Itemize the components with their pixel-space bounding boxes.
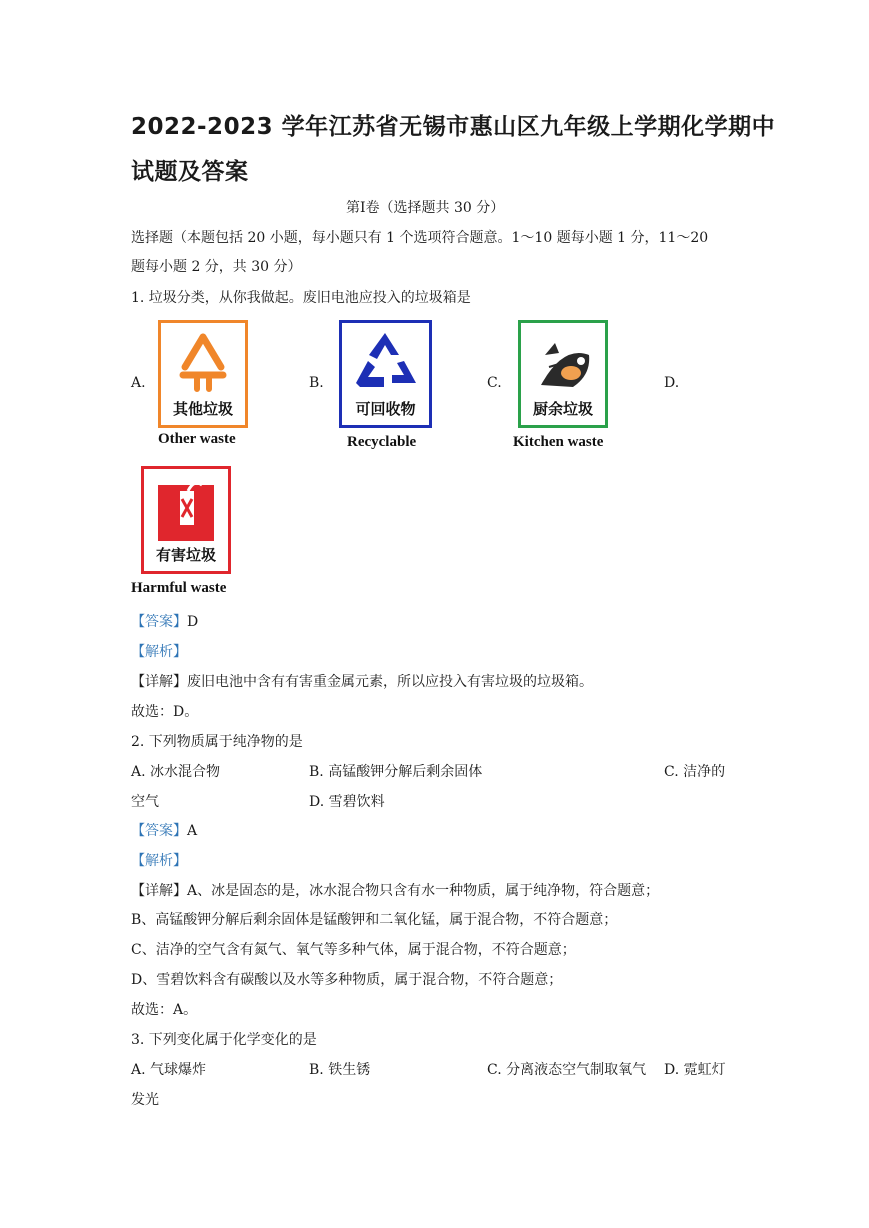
q2-option-b: B. 高锰酸钾分解后剩余固体 (309, 764, 483, 780)
q1-option-d-letter: D. (664, 375, 680, 391)
q2-option-a: A. 冰水混合物 (131, 764, 221, 780)
kitchen-waste-symbol-icon (521, 325, 605, 401)
other-waste-caption: Other waste (158, 431, 236, 447)
q1-conclusion: 故选：D。 (131, 704, 199, 720)
q2-detail-d: D、雪碧饮料含有碳酸以及水等多种物质，属于混合物，不符合题意； (131, 972, 563, 988)
q2-option-c: C. 洁净的 (664, 764, 726, 780)
q1-option-c-letter: C. (487, 375, 502, 391)
q2-detail-c: C、洁净的空气含有氮气、氧气等多种气体，属于混合物，不符合题意； (131, 942, 576, 958)
q1-detail-tag: 【详解】 (131, 674, 187, 690)
q1-option-a-letter: A. (131, 375, 146, 391)
q1-answer-value: D (187, 614, 199, 630)
q3-option-a: A. 气球爆炸 (131, 1062, 207, 1078)
intro-line-1: 选择题（本题包括 20 小题，每小题只有 1 个选项符合题意。1～10 题每小题 1 分，11～20 (131, 230, 709, 246)
q2-answer-tag: 【答案】 (131, 823, 187, 839)
intro-line-2: 题每小题 2 分，共 30 分） (131, 259, 302, 275)
q2-analysis-tag: 【解析】 (131, 853, 187, 869)
q1-answer-tag: 【答案】 (131, 614, 187, 630)
q2-option-c-continued: 空气 (131, 794, 159, 810)
kitchen-waste-bin-label: 厨余垃圾 (532, 400, 593, 418)
q1-answer (131, 611, 198, 631)
harmful-waste-bin-icon (141, 466, 231, 574)
kitchen-waste-bin-icon (518, 320, 608, 428)
other-waste-symbol-icon (161, 327, 245, 397)
q2-conclusion: 故选：A。 (131, 1002, 198, 1018)
recyclable-caption: Recyclable (347, 434, 417, 450)
other-waste-bin-label: 其他垃圾 (172, 400, 233, 418)
q1-analysis-tag: 【解析】 (131, 644, 187, 660)
q2-detail-a (131, 880, 659, 900)
q3-option-d-continued: 发光 (131, 1092, 159, 1108)
q2-detail-b: B、高锰酸钾分解后剩余固体是锰酸钾和二氧化锰，属于混合物，不符合题意； (131, 912, 618, 928)
q2-detail-a-text: A、冰是固态的是，冰水混合物只含有水一种物质，属于纯净物，符合题意； (187, 883, 660, 899)
q2-detail-tag: 【详解】 (131, 883, 187, 899)
document-title-line2: 试题及答案 (131, 159, 249, 185)
q2-stem: 2. 下列物质属于纯净物的是 (131, 734, 303, 750)
harmful-waste-symbol-icon (144, 469, 228, 545)
q1-detail (131, 671, 593, 691)
recycle-symbol-icon (342, 325, 429, 399)
recyclable-bin-icon (339, 320, 432, 428)
q3-stem: 3. 下列变化属于化学变化的是 (131, 1032, 317, 1048)
kitchen-waste-caption: Kitchen waste (513, 434, 604, 450)
q1-option-b-letter: B. (309, 375, 324, 391)
harmful-waste-bin-label: 有害垃圾 (155, 546, 216, 564)
other-waste-bin-icon (158, 320, 248, 428)
harmful-waste-caption: Harmful waste (131, 580, 227, 596)
q2-option-d: D. 雪碧饮料 (309, 794, 385, 810)
q3-option-d: D. 霓虹灯 (664, 1062, 726, 1078)
recyclable-bin-label: 可回收物 (355, 400, 416, 418)
q3-option-b: B. 铁生锈 (309, 1062, 371, 1078)
q1-stem: 1. 垃圾分类，从你我做起。废旧电池应投入的垃圾箱是 (131, 290, 471, 306)
section-header: 第Ⅰ卷（选择题共 30 分） (346, 200, 505, 216)
document-title-line1: 2022-2023 学年江苏省无锡市惠山区九年级上学期化学期中 (131, 114, 776, 140)
q3-option-c: C. 分离液态空气制取氧气 (487, 1062, 647, 1078)
q2-answer (131, 820, 197, 840)
q2-answer-value: A (187, 823, 198, 839)
q1-detail-text: 废旧电池中含有有害重金属元素，所以应投入有害垃圾的垃圾箱。 (187, 674, 593, 690)
